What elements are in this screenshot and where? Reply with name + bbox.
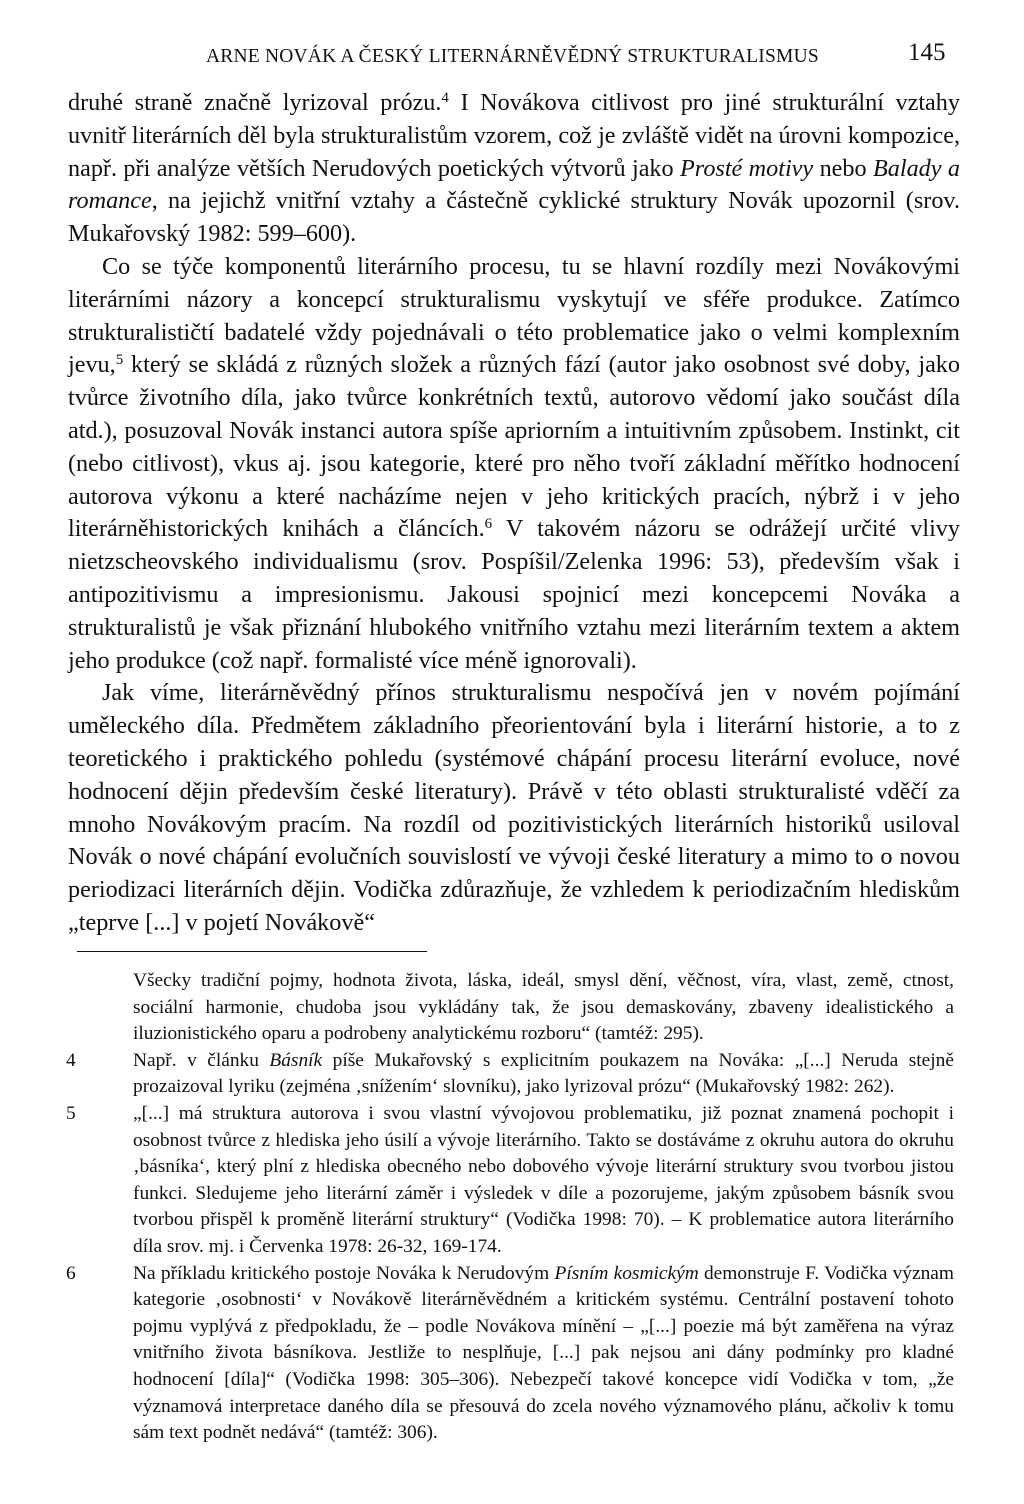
footnote-number: 4 — [66, 1049, 76, 1071]
text-run: „[...] má struktura autorova i svou vlastní vývojovou problematiku, již poznat znamená pochopit i osobnost tvůrce z hlediska jeho úsilí a vývoje literárního. Takto se dostáváme z okruhu autora do okruhu ‚básníka‘, který plní z hlediska obecného nebo dobového vývoje literární struktury svou tvorbou jistou funkci. Sledujeme jeho literární záměr i výsledek v díle a pozorujeme, jakým způsobem básník svou tvorbou přispěl k proměně literární struktury“ (Vodička 1998: 70). – K problematice autora literárního díla srov. mj. i Červenka 1978: 26-32, 169-174. — [133, 1102, 954, 1257]
footnote-4 — [66, 1048, 954, 1101]
text-run: nebo — [813, 154, 873, 182]
footnote-ref-4: 4 — [441, 89, 449, 106]
text-run: , na jejichž vnitřní vztahy a částečně cyklické struktury Novák upozornil (srov. Mukařovský 1982: 599–600). — [68, 187, 960, 248]
text-run: Na příkladu kritického postoje Nováka k Nerudovým — [133, 1262, 555, 1284]
footnote-5 — [66, 1101, 954, 1261]
work-title: Balady a romance — [68, 154, 961, 215]
paragraph-2 — [68, 251, 960, 677]
work-title: Písním kosmickým — [554, 1262, 699, 1284]
running-title: ARNE NOVÁK A ČESKÝ LITERNÁRNĚVĚDNÝ STRUKTURALISMUS — [206, 46, 819, 67]
text-run: Co se týče komponentů literárního procesu, tu se hlavní rozdíly mezi Novákovými literárními názory a koncepcí strukturalismu vyskytují ve sféře produkce. Zatímco strukturalističtí badatelé vždy pojednávali o této problematice jako o velmi komplexním jevu, — [68, 252, 960, 379]
footnote-ref-6: 6 — [484, 516, 493, 533]
footnote-continuation: Všecky tradiční pojmy, hodnota života, láska, ideál, smysl dění, věčnost, víra, vlast, země, ctnost, sociální harmonie, chudoba jsou vykládány tak, že jsou demaskovány, zbaveny idealistického a iluzionistického oparu a podrobeny analytickému rozboru“ (tamtéž: 295). — [133, 970, 954, 1045]
text-run: Např. v článku — [133, 1049, 270, 1071]
footnote-6 — [66, 1261, 954, 1447]
running-header — [0, 36, 1024, 76]
footnote-number: 6 — [66, 1262, 76, 1284]
footnote-ref-5: 5 — [115, 352, 124, 369]
text-run: V takovém názoru se odrážejí určité vlivy nietzscheovského individualismu (srov. Pospíšil/Zelenka 1996: 53), především však i antipozitivismu a impresionismu. Jakousi spojnicí mezi koncepcemi Nováka a strukturalistů je však přiznání hlubokého vnitřního vztahu mezi literárním textem a aktem jeho produkce (což např. formalisté více méně ignorovali). — [68, 515, 960, 674]
work-title: Básník — [269, 1049, 323, 1071]
footnote-number: 5 — [66, 1102, 76, 1124]
footnote-separator — [77, 951, 427, 952]
paragraph-1 — [68, 87, 960, 251]
page-number: 145 — [908, 39, 946, 66]
text-run: který se skládá z různých složek a různých fází (autor jako osobnost své doby, jako tvůrce životního díla, jako tvůrce konkrétních textů, autorovo vědomí jako součást díla atd.), posuzoval Novák instanci autora spíše apriorním a intuitivním způsobem. Instinkt, cit (nebo citlivost), vkus aj. jsou kategorie, které pro něho tvoří základní měřítko hodnocení autorova výkonu a které nacházíme nejen v jeho kritických pracích, nýbrž i v jeho literárněhistorických knihách a článcích. — [68, 351, 960, 543]
footnotes — [66, 968, 954, 1447]
paragraph-3: Jak víme, literárněvědný přínos strukturalismu nespočívá jen v novém pojímání uměleckého díla. Předmětem základního přeorientování byla i literární historie, a to z teoretického i praktického pohledu (systémové chápání procesu literární evoluce, nové hodnocení dějin především české literatury). Právě v této oblasti strukturalisté vděčí za mnoho Novákovým pracím. Na rozdíl od pozitivistických literárních historiků usiloval Novák o nové chápání evolučních souvislostí ve vývoji české literatury a mimo to o novou periodizaci literárních dějin. Vodička zdůrazňuje, že vzhledem k periodizačním hlediskům „teprve [...] v pojetí Novákově“ — [68, 679, 960, 936]
text-run: druhé straně značně lyrizoval prózu. — [68, 89, 442, 116]
text-run: I Novákova citlivost pro jiné strukturální vztahy uvnitř literárních děl byla strukturalistům vzorem, což je zvláště vidět na úrovni kompozice, např. při analýze větších Nerudových poetických výtvorů jako — [68, 89, 960, 182]
text-run: píše Mukařovský s explicitním poukazem na Nováka: „[...] Neruda stejně prozaizoval lyriku (zejména ‚snížením‘ slovníku), jako lyrizoval prózu“ (Mukařovský 1982: 262). — [133, 1049, 954, 1098]
work-title: Prosté motivy — [680, 154, 814, 182]
text-run: demonstruje F. Vodička význam kategorie ‚osobnosti‘ v Novákově literárněvědném a kritickém systému. Centrální postavení tohoto pojmu vyplývá z předpokladu, že – podle Novákova mínění – „[...] poezie má být zaměřena na výraz vnitřního života básníkova. Jestliže to nesplňuje, [...] pak nejsou ani dány podmínky pro kladné hodnocení [díla]“ (Vodička 1998: 305–306). Nebezpečí takové koncepce vidí Vodička v tom, „že významová interpretace daného díla se přesouvá do zcela nového významového plánu, ačkoliv k tomu sám text podnět nedává“ (tamtéž: 306). — [133, 1262, 954, 1444]
main-text — [68, 87, 960, 940]
